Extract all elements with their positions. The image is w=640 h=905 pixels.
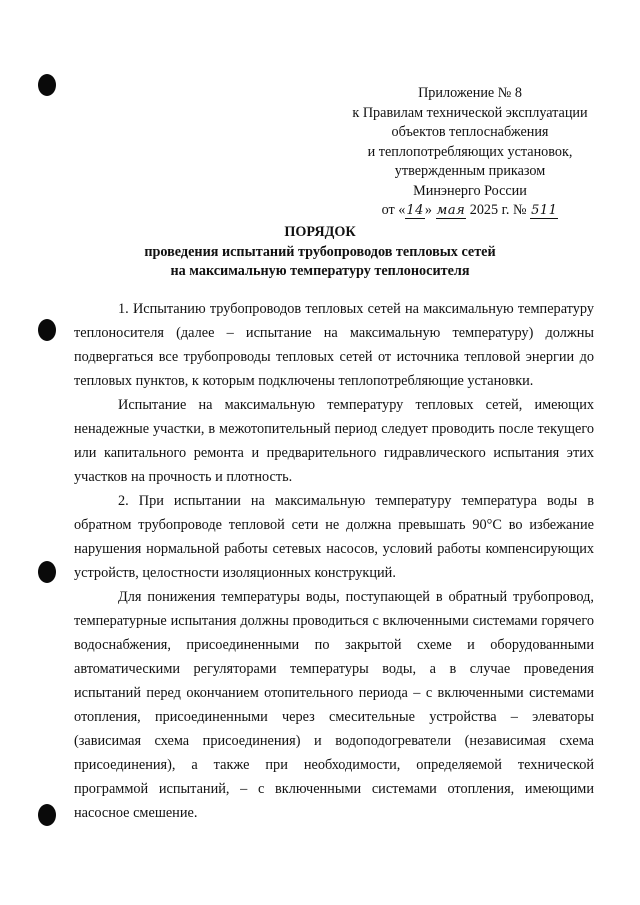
appendix-line: Приложение № 8 xyxy=(418,85,522,101)
appendix-line: Минэнерго России xyxy=(413,182,527,199)
title-line: проведения испытаний трубопроводов тепловых сетей xyxy=(144,243,496,260)
body-paragraph: 2. При испытании на максимальную температуру температура воды в обратном трубопроводе тепловой сети не должна превышать 90°С во избежание нарушения нормальной работы сетевых насосов, условий работы компенсирующих устройств, целостности изоляционных конструкций. xyxy=(74,493,594,581)
date-prefix: от « xyxy=(381,202,406,218)
document-body xyxy=(74,297,594,825)
date-day: 14 xyxy=(406,203,424,218)
date-quote-close: » xyxy=(424,202,432,218)
appendix-line: к Правилам технической эксплуатации xyxy=(352,104,588,121)
appendix-line: и теплопотребляющих установок, xyxy=(367,143,573,160)
punch-hole-mark xyxy=(38,319,56,341)
appendix-header xyxy=(330,84,610,221)
title-heading: ПОРЯДОК xyxy=(284,224,356,240)
punch-hole-mark xyxy=(38,74,56,96)
body-paragraph: 1. Испытанию трубопроводов тепловых сетей на максимальную температуру теплоносителя (далее – испытание на максимальную температуру) должны подвергаться все трубопроводы тепловых сетей от источника тепловой энергии до тепловых пунктов, к которым подключены теплопотребляющие установки. xyxy=(74,301,594,389)
punch-hole-mark xyxy=(38,804,56,826)
order-number: 511 xyxy=(531,203,558,218)
appendix-line: утвержденным приказом xyxy=(394,163,546,179)
punch-hole-mark xyxy=(38,561,56,583)
body-paragraph: Испытание на максимальную температуру тепловых сетей, имеющих ненадежные участки, в межотопительный период следует проводить после текущего или капитального ремонта и предварительного гидравлического испытания этих участков на прочность и плотность. xyxy=(74,397,594,485)
order-date-line xyxy=(330,201,610,221)
date-month: мая xyxy=(436,203,466,218)
body-paragraph: Для понижения температуры воды, поступающей в обратный трубопровод, температурные испытания должны проводиться с включенными системами горячего водоснабжения, присоединенными по закрытой схеме и оборудованными автоматическими регуляторами температуры воды, а в случае проведения испытаний перед окончанием отопительного периода – с включенными системами отопления, присоединенными через смесительные устройства – элеваторы (зависимая схема присоединения) и водоподогреватели (независимая схема присоединения), а также при необходимости, определяемой технической программой испытаний, – с включенными системами отопления, имеющими насосное смешение. xyxy=(74,589,594,821)
appendix-line: объектов теплоснабжения xyxy=(391,124,549,140)
date-year: 2025 г. № xyxy=(469,202,527,218)
document-title xyxy=(0,223,640,282)
title-line: на максимальную температуру теплоносителя xyxy=(170,263,470,279)
